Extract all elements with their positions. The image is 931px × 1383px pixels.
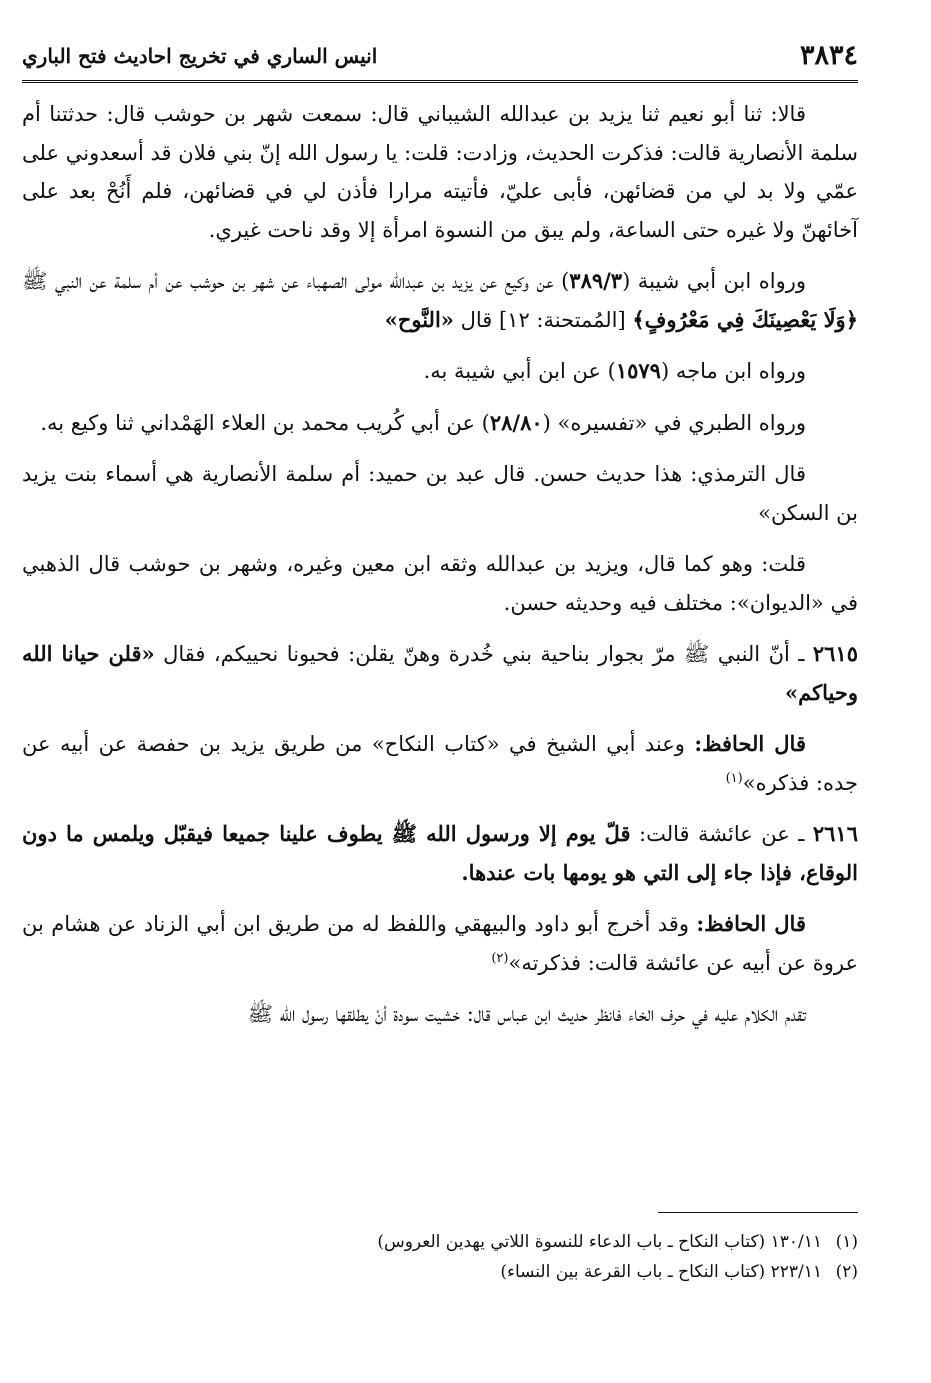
paragraph-3-text-a: ورواه ابن ماجه (: [660, 359, 806, 383]
paragraph-comment: [22, 545, 858, 622]
hafiz-note-2: [22, 905, 858, 982]
hafiz-label-2: قال الحافظ:: [696, 911, 806, 936]
paragraph-tirmidhi: [22, 455, 858, 532]
hadith-2616-quote: قلّ يوم إلا ورسول الله ﷺ يطوف علينا جميعا فيقبّل ويلمس ما دون الوقاع، فإذا جاء إلى التي هو يومها بات عندها.: [22, 821, 858, 885]
paragraph-tabari: [22, 404, 858, 443]
hafiz-note-2-text: وقد أخرج أبو داود والبيهقي واللفظ له من طريق ابن أبي الزناد عن هشام بن عروة عن أبيه عن عائشة قالت: فذكرته»: [22, 912, 858, 975]
hadith-2615-number: ٢٦١٥: [812, 641, 858, 666]
paragraph-1-text: قالا: ثنا أبو نعيم ثنا يزيد بن عبدالله الشيباني قال: سمعت شهر بن حوشب قال: حدثتنا أم سلمة الأنصارية قالت: فذكرت الحديث، وزادت: قلت: يا رسول الله إنّ بني فلان قد أسعدوني على عمّي ولا بد لي من قضائهن، فأبى عليّ، فأتيته مرارا فأذن لي في قضائهن، فلم أَنُحْ بعد على آخائهنّ ولا غيره حتى الساعة، ولم يبق من النسوة امرأة إلا وقد ناحت غيري.: [22, 102, 858, 242]
closing-paragraph: [22, 995, 858, 1034]
paragraph-1: [22, 95, 858, 249]
closing-text: تقدم الكلام عليه في حرف الخاء فانظر حديث ابن عباس قال: خشيت سودة أنْ يطلقها رسول الله ﷺ: [247, 1002, 806, 1026]
hafiz-note-1: [22, 725, 858, 802]
paragraph-ibn-abi-shayba: [22, 262, 858, 339]
hadith-2615-quote: «قلن حيانا الله وحياكم»: [22, 641, 858, 705]
paragraph-4-text-a: ورواه الطبري في «تفسيره» (: [542, 410, 806, 435]
hadith-2615-text: ـ أنّ النبي ﷺ مرّ بجوار بناحية بني خُدرة وهنّ يقلن: فحيونا نحييكم، فقال: [154, 642, 813, 666]
hadith-2615: [22, 635, 858, 712]
quran-verse: ﴿وَلَا يَعْصِينَكَ فِي مَعْرُوفٍ﴾: [632, 306, 858, 332]
paragraph-3-text-b: ) عن ابن أبي شيبة به.: [423, 359, 616, 383]
footnote-marker-2: (٢): [491, 950, 509, 966]
footnote-2-number: (٢): [835, 1262, 858, 1282]
paragraph-4-text-b: ) عن أبي كُريب محمد بن العلاء الهَمْداني ثنا وكيع به.: [40, 410, 490, 435]
paragraph-6-text: قلت: وهو كما قال، ويزيد بن عبدالله وثقه ابن معين وغيره، وشهر بن حوشب قال الذهبي في «الديوان»: مختلف فيه وحديثه حسن.: [22, 552, 858, 615]
paragraph-2-text-a: ورواه ابن أبي شيبة (: [622, 269, 807, 293]
footnote-1-number: (١): [835, 1232, 858, 1252]
footnotes: [22, 1212, 858, 1287]
paragraph-3-reference: ١٥٧٩: [615, 358, 661, 383]
paragraph-2-quote: «النَّوح»: [384, 306, 454, 332]
header-rule: [22, 80, 858, 83]
footnote-1: [22, 1227, 858, 1257]
page-number: ٣٨٣٤: [799, 40, 858, 71]
footnote-2: [22, 1257, 858, 1287]
paragraph-4-reference: ٢٨/٨٠: [489, 409, 543, 435]
footnote-1-text: ١٣٠/١١ (كتاب النكاح ـ باب الدعاء للنسوة اللاتي يهدين العروس): [377, 1232, 822, 1252]
footnote-marker-1: (١): [725, 770, 743, 786]
footnote-rule: [658, 1212, 858, 1213]
page-header: [22, 36, 858, 80]
hadith-2616: [22, 815, 858, 892]
page-body: [22, 95, 858, 1047]
hadith-2616-text: ـ عن عائشة قالت:: [630, 822, 813, 846]
footnote-2-text: ٢٢٣/١١ (كتاب النكاح ـ باب القرعة بين النساء): [500, 1262, 822, 1282]
hafiz-note-1-text: وعند أبي الشيخ في «كتاب النكاح» من طريق يزيد بن حفصة عن أبيه عن جده: فذكره»: [22, 732, 858, 795]
paragraph-2-text-c: [المُمتحنة: ١٢] قال: [453, 307, 633, 332]
hafiz-label-1: قال الحافظ:: [694, 731, 806, 756]
paragraph-5-text: قال الترمذي: هذا حديث حسن. قال عبد بن حميد: أم سلمة الأنصارية هي أسماء بنت يزيد بن السكن»: [22, 462, 858, 525]
hadith-2616-number: ٢٦١٦: [812, 821, 858, 846]
paragraph-2-text-b: ) عن وكيع عن يزيد بن عبدالله مولى الصهباء عن شهر بن حوشب عن أم سلمة عن النبي ﷺ: [22, 269, 570, 293]
running-title: انيس الساري في تخريج احاديث فتح الباري: [22, 44, 378, 68]
paragraph-2-reference: ٣٨٩/٣: [569, 268, 623, 293]
paragraph-ibn-majah: [22, 352, 858, 391]
